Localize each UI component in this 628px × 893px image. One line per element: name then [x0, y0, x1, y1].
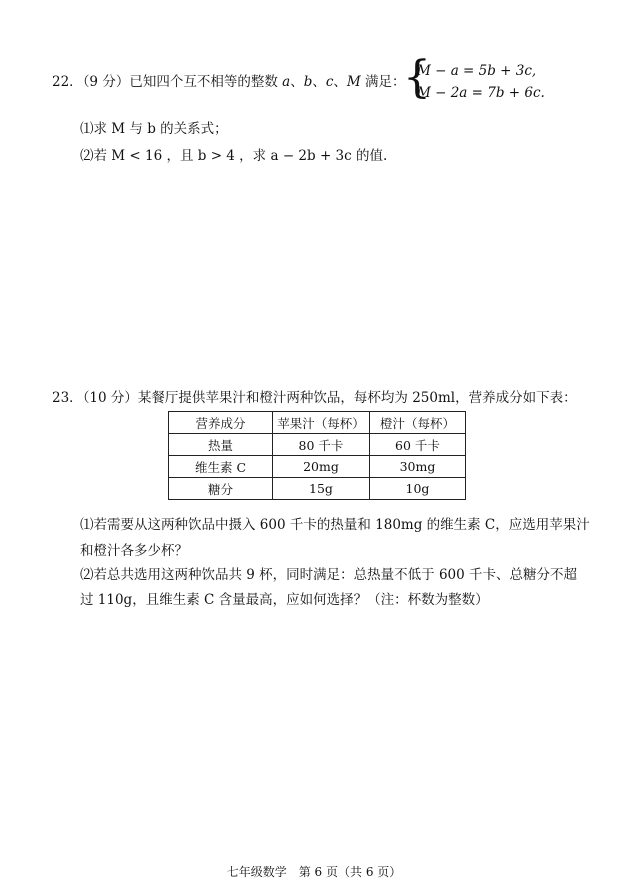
nutrition-table [168, 411, 466, 500]
question-22-stem [52, 70, 406, 90]
separator: 、 [312, 74, 326, 90]
table-cell: 20mg [273, 456, 370, 478]
question-23-part-2-line-1: ⑵若总共选用这两种饮品共 9 杯，同时满足：总热量不低于 600 千卡、总糖分不超 [80, 567, 578, 583]
question-23-part-1-line-2: 和橙汁各多少杯？ [80, 543, 188, 559]
table-header-cell: 营养成分 [169, 412, 273, 434]
equation-2: M − 2a = 7b + 6c. [417, 85, 545, 101]
var-M: M [346, 74, 361, 90]
table-cell: 10g [370, 478, 466, 500]
page-footer: 七年级数学 第 6 页（共 6 页） [226, 865, 402, 879]
table-cell: 糖分 [169, 478, 273, 500]
table-row [169, 434, 466, 456]
table-cell: 维生素 C [169, 456, 273, 478]
table-cell: 60 千卡 [370, 434, 466, 456]
var-c: c [325, 74, 334, 90]
table-cell: 30mg [370, 456, 466, 478]
question-points: （9 分） [82, 74, 130, 90]
question-23-stem [52, 386, 577, 406]
question-23-part-1-line-1: ⑴若需要从这两种饮品中摄入 600 千卡的热量和 180mg 的维生素 C，应选用苹果汁 [80, 517, 590, 533]
stem-text: 已知四个互不相等的整数 [129, 74, 283, 90]
table-row [169, 456, 466, 478]
table-cell: 15g [273, 478, 370, 500]
separator: 、 [333, 74, 347, 90]
question-23-part-2-line-2: 过 110g，且维生素 C 含量最高，应如何选择？（注：杯数为整数） [80, 592, 489, 608]
table-row [169, 478, 466, 500]
table-header-row [169, 412, 466, 434]
table-header-cell: 橙汁（每杯） [370, 412, 466, 434]
equation-1: M − a = 5b + 3c, [417, 63, 537, 79]
var-a: a [282, 74, 291, 90]
table-header-cell: 苹果汁（每杯） [273, 412, 370, 434]
question-number: 23． [52, 390, 83, 406]
equation-system [403, 52, 553, 106]
table-cell: 热量 [169, 434, 273, 456]
separator: 、 [290, 74, 304, 90]
question-22-part-2: ⑵若 M < 16 ，且 b > 4 ，求 a − 2b + 3c 的值. [80, 148, 388, 164]
stem-text: 某餐厅提供苹果汁和橙汁两种饮品，每杯均为 250ml，营养成分如下表： [137, 390, 577, 406]
question-number: 22． [52, 74, 83, 90]
table-cell: 80 千卡 [273, 434, 370, 456]
left-brace-icon: { [403, 52, 431, 103]
var-b: b [303, 74, 313, 90]
question-22-part-1: ⑴求 M 与 b 的关系式； [80, 121, 228, 137]
question-points: （10 分） [82, 390, 138, 406]
stem-text: 满足： [360, 74, 406, 90]
